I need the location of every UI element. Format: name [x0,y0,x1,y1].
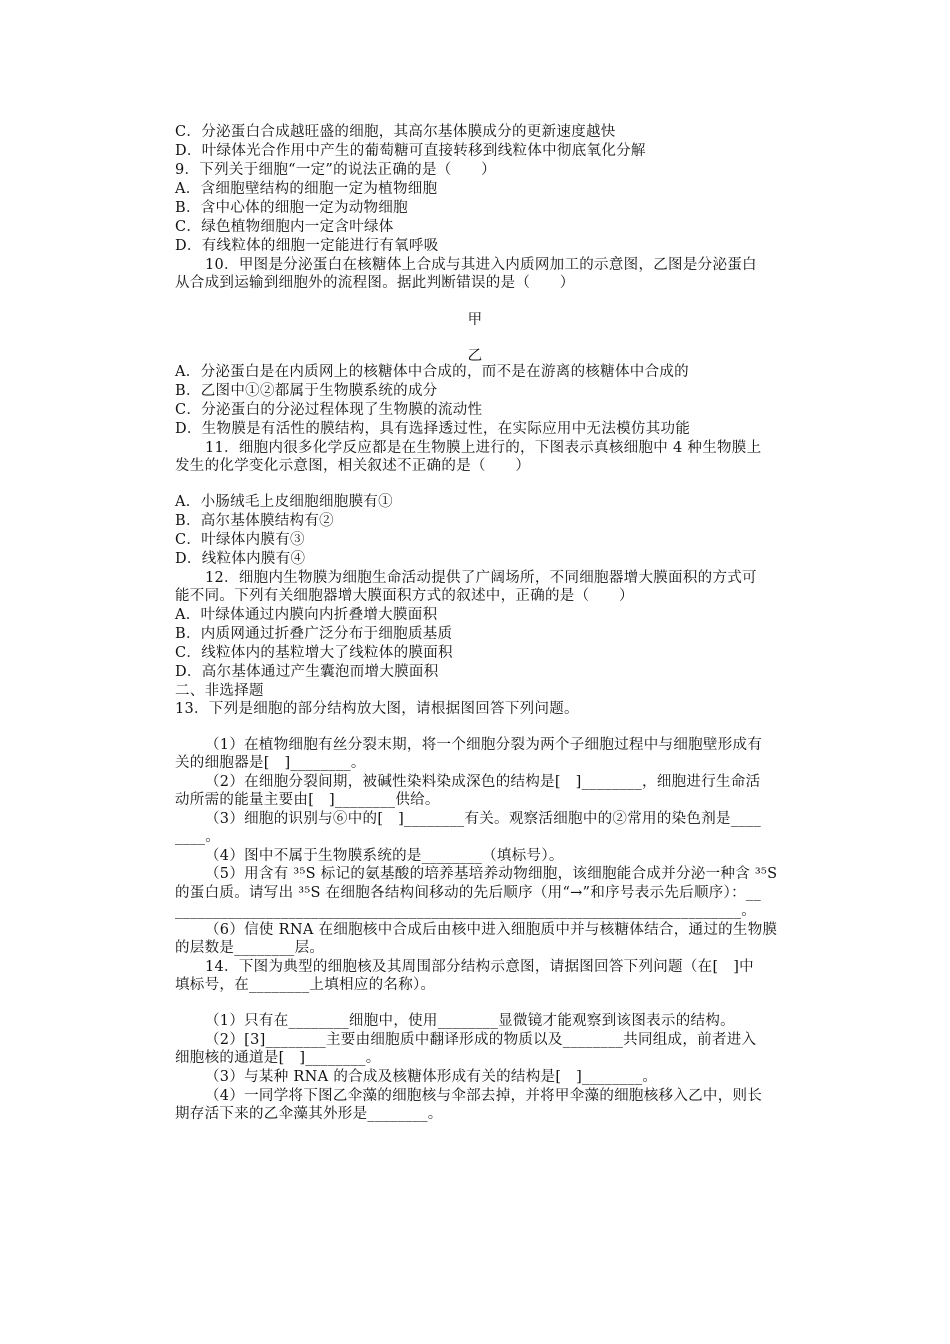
text-line: 的蛋白质。请写出 ³⁵S 在细胞各结构间移动的先后顺序（用“→”和序号表示先后顺序）：__ [175,885,761,901]
text-line: 期存活下来的乙伞藻其外形是________。 [175,1106,443,1122]
text-line: ___________________________________________________________________________。 [175,903,757,919]
text-line: （1）只有在________细胞中，使用________显微镜才能观察到该图表示的结构。 [205,1013,735,1029]
text-line: 动所需的能量主要由[ ]________供给。 [175,792,440,808]
text-line: B．高尔基体膜结构有② [175,513,334,529]
text-line: D．叶绿体光合作用中产生的葡萄糖可直接转移到线粒体中彻底氧化分解 [175,143,646,159]
text-line: 细胞核的通道是[ ]________。 [175,1050,381,1066]
text-line: 填标号，在________上填相应的名称）。 [175,977,436,993]
text-line: （4）一同学将下图乙伞藻的细胞核与伞部去掉，并将甲伞藻的细胞核移入乙中，则长 [205,1088,763,1104]
text-line: 13．下列是细胞的部分结构放大图，请根据图回答下列问题。 [175,701,579,717]
text-line: C．分泌蛋白合成越旺盛的细胞，其高尔基体膜成分的更新速度越快 [175,124,616,140]
text-line: A．叶绿体通过内膜向内折叠增大膜面积 [175,607,438,623]
text-line: 的层数是________层。 [175,940,325,956]
text-line: （3）细胞的识别与⑥中的[ ]________有关。观察活细胞中的②常用的染色剂是____ [205,811,762,827]
text-line: D．生物膜是有活性的膜结构，具有选择透过性，在实际应用中无法模仿其功能 [175,421,691,437]
text-line: （4）图中不属于生物膜系统的是________（填标号）。 [205,848,564,864]
text-line: 从合成到运输到细胞外的流程图。据此判断错误的是（ ） [175,275,575,291]
text-line: 12．细胞内生物膜为细胞生命活动提供了广阔场所，不同细胞器增大膜面积的方式可 [205,570,757,586]
text-line: （2）在细胞分裂间期，被碱性染料染成深色的结构是[ ]________，细胞进行生命活 [205,774,761,790]
text-line: D．有线粒体的细胞一定能进行有氧呼吸 [175,238,439,254]
text-line: 14．下图为典型的细胞核及其周围部分结构示意图，请据图回答下列问题（在[ ]中 [205,959,754,975]
text-line: （5）用含有 ³⁵S 标记的氨基酸的培养基培养动物细胞，该细胞能合成并分泌一种含 ³⁵S [205,866,778,882]
text-line: 发生的化学变化示意图，相关叙述不正确的是（ ） [175,458,531,474]
text-line: C．线粒体内的基粒增大了线粒体的膜面积 [175,645,453,661]
text-line: 关的细胞器是[ ]________。 [175,755,366,771]
text-line: 9．下列关于细胞“一定”的说法正确的是（ ） [175,162,496,178]
text-line: A．小肠绒毛上皮细胞细胞膜有① [175,494,393,510]
text-line: C．叶绿体内膜有③ [175,532,305,548]
text-line: D．高尔基体通过产生囊泡而增大膜面积 [175,664,439,680]
text-line: 能不同。下列有关细胞器增大膜面积方式的叙述中，正确的是（ ） [175,588,634,604]
text-line: 10．甲图是分泌蛋白在核糖体上合成与其进入内质网加工的示意图，乙图是分泌蛋白 [205,257,757,273]
text-line: A．分泌蛋白是在内质网上的核糖体中合成的，而不是在游离的核糖体中合成的 [175,364,689,380]
text-line: 11．细胞内很多化学反应都是在生物膜上进行的，下图表示真核细胞中 4 种生物膜上 [205,440,762,456]
text-line: （3）与某种 RNA 的合成及核糖体形成有关的结构是[ ]________。 [205,1069,658,1085]
text-line: B．内质网通过折叠广泛分布于细胞质基质 [175,626,453,642]
text-line: D．线粒体内膜有④ [175,551,306,567]
text-line: B．乙图中①②都属于生物膜系统的成分 [175,383,438,399]
text-line: （1）在植物细胞有丝分裂末期，将一个细胞分裂为两个子细胞过程中与细胞壁形成有 [205,737,763,753]
figure-caption: 乙 [467,348,483,364]
figure-caption: 甲 [467,312,483,328]
text-line: C．分泌蛋白的分泌过程体现了生物膜的流动性 [175,402,483,418]
text-line: A．含细胞壁结构的细胞一定为植物细胞 [175,181,438,197]
text-line: 二、非选择题 [175,683,264,699]
text-line: （6）信使 RNA 在细胞核中合成后由核中进入细胞质中并与核糖体结合，通过的生物膜 [205,922,778,938]
text-line: ____。 [175,829,220,845]
text-line: B．含中心体的细胞一定为动物细胞 [175,200,408,216]
text-line: （2）[3]________主要由细胞质中翻译形成的物质以及________共同组成，前者进入 [205,1032,757,1048]
text-line: C．绿色植物细胞内一定含叶绿体 [175,219,394,235]
